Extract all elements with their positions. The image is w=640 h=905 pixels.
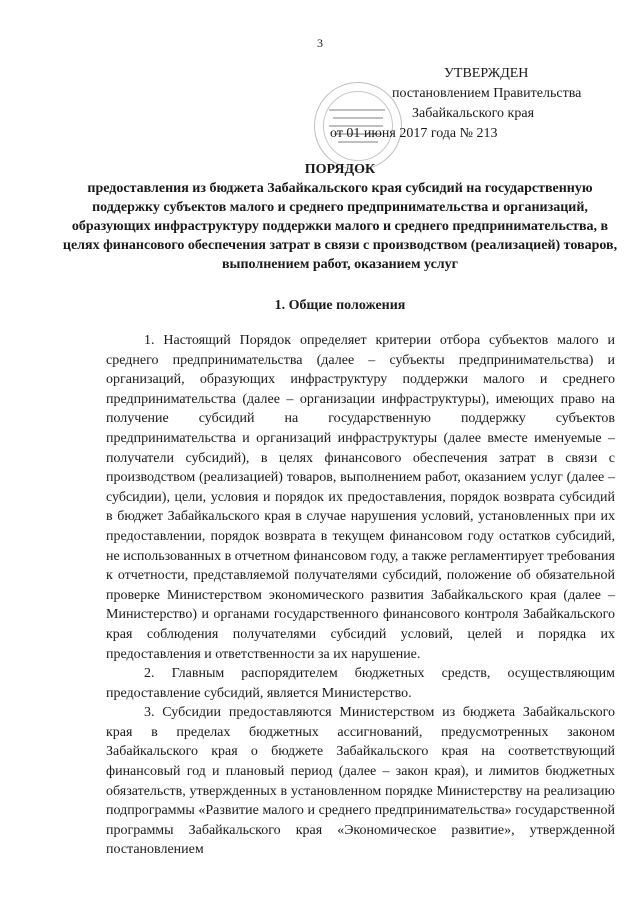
- approval-line: от 01 июня 2017 года № 213: [330, 126, 498, 141]
- paragraph: 1. Настоящий Порядок определяет критерии отбора субъектов малого и среднего предпринимательства (далее – субъекты предпринимательства) и организаций, образующих инфраструктуру поддержки малого и среднего предпринимательства (далее – организации инфраструктуры), имеющих право на получение субсидий на государственную поддержку субъектов предпринимательства и организаций инфраструктуры (далее вместе именуемые – получатели субсидий), в целях финансового обеспечения затрат в связи с производством (реализацией) товаров, выполнением работ, оказанием услуг (далее – субсидии), цели, условия и порядок их предоставления, порядок возврата субсидий в бюджет Забайкальского края в случае нарушения условий, установленных при их предоставлении, порядок возврата в текущем финансовом году остатков субсидий, не использованных в отчетном финансовом году, а также регламентирует требования к отчетности, представляемой получателями субсидий, положение об обязательной проверке Министерством экономического развития Забайкальского края (далее – Министерство) и органами государственного финансового контроля Забайкальского края соблюдения получателями субсидий условий, целей и порядка их предоставления и ответственности за их нарушение.: [106, 333, 615, 662]
- section-title: 1. Общие положения: [274, 298, 406, 313]
- document-subtitle: предоставления из бюджета Забайкальского края субсидий на государственную поддержку субъектов малого и среднего предпринимательства и организаций, образующих инфраструктуру поддержки малого и среднего предпринимательства, в целях финансового обеспечения затрат в связи с производством (реализацией) товаров, выполнением работ, оказанием услуг: [62, 181, 618, 272]
- approval-line: постановлением Правительства: [392, 86, 582, 101]
- approval-line: Забайкальского края: [412, 106, 535, 121]
- stamp-line: [333, 117, 383, 119]
- document-title: ПОРЯДОК: [304, 162, 376, 177]
- body-text: [106, 331, 615, 860]
- paragraph: 2. Главным распорядителем бюджетных средств, осуществляющим предоставление субсидий, является Министерство.: [106, 666, 615, 701]
- paragraph: 3. Субсидии предоставляются Министерством из бюджета Забайкальского края в пределах бюджетных ассигнований, предусмотренных законом Забайкальского края о бюджете Забайкальского края на соответствующий финансовый год и плановый период (далее – закон края), и лимитов бюджетных обязательств, утвержденных в установленном порядке Министерству на реализацию подпрограммы «Развитие малого и среднего предпринимательства» государственной программы Забайкальского края «Экономическое развитие», утвержденной постановлением: [106, 705, 615, 858]
- approval-title: УТВЕРЖДЕН: [444, 66, 529, 81]
- stamp-line: [329, 109, 385, 111]
- page-number: 3: [317, 36, 323, 50]
- approval-block: [330, 64, 632, 144]
- document-heading: [60, 160, 620, 274]
